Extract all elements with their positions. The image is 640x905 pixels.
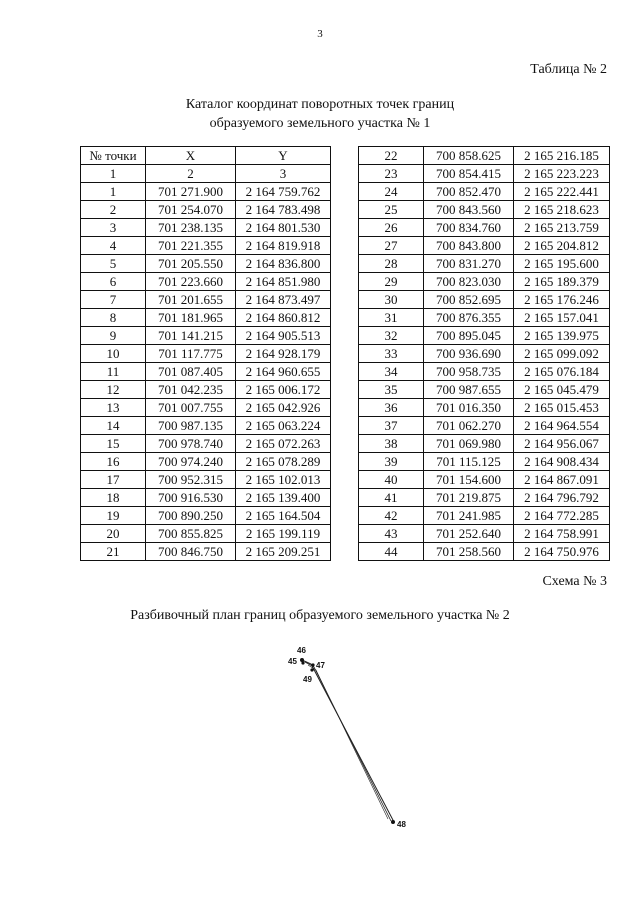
x-cell: 700 834.760 <box>424 219 514 237</box>
y-cell: 2 164 908.434 <box>514 453 610 471</box>
point-number-cell: 20 <box>81 525 146 543</box>
point-number-cell: 27 <box>359 237 424 255</box>
y-cell: 2 165 063.224 <box>236 417 331 435</box>
x-cell: 700 978.740 <box>146 435 236 453</box>
point-number-cell: 40 <box>359 471 424 489</box>
x-cell: 701 181.965 <box>146 309 236 327</box>
y-cell: 2 165 216.185 <box>514 147 610 165</box>
y-cell: 2 165 218.623 <box>514 201 610 219</box>
y-cell: 2 165 209.251 <box>236 543 331 561</box>
table-label: Таблица № 2 <box>530 62 607 77</box>
header-y: Y <box>236 147 331 165</box>
y-cell: 2 165 195.600 <box>514 255 610 273</box>
x-cell: 701 223.660 <box>146 273 236 291</box>
y-cell: 2 165 042.926 <box>236 399 331 417</box>
y-cell: 2 164 928.179 <box>236 345 331 363</box>
page-number: 3 <box>317 28 323 40</box>
y-cell: 2 165 157.041 <box>514 309 610 327</box>
x-cell: 701 087.405 <box>146 363 236 381</box>
x-cell: 701 154.600 <box>424 471 514 489</box>
x-cell: 701 069.980 <box>424 435 514 453</box>
x-cell: 701 042.235 <box>146 381 236 399</box>
y-cell: 2 164 801.530 <box>236 219 331 237</box>
x-cell: 701 221.355 <box>146 237 236 255</box>
y-cell: 2 164 873.497 <box>236 291 331 309</box>
y-cell: 2 164 772.285 <box>514 507 610 525</box>
y-cell: 2 165 076.184 <box>514 363 610 381</box>
x-cell: 701 271.900 <box>146 183 236 201</box>
point-number-cell: 24 <box>359 183 424 201</box>
column-number-3: 3 <box>236 165 331 183</box>
y-cell: 2 165 139.400 <box>236 489 331 507</box>
column-number-1: 1 <box>81 165 146 183</box>
x-cell: 700 890.250 <box>146 507 236 525</box>
y-cell: 2 165 176.246 <box>514 291 610 309</box>
point-number-cell: 31 <box>359 309 424 327</box>
point-number-cell: 12 <box>81 381 146 399</box>
x-cell: 701 238.135 <box>146 219 236 237</box>
y-cell: 2 165 006.172 <box>236 381 331 399</box>
point-number-cell: 16 <box>81 453 146 471</box>
y-cell: 2 164 867.091 <box>514 471 610 489</box>
point-number-cell: 13 <box>81 399 146 417</box>
y-cell: 2 165 072.263 <box>236 435 331 453</box>
point-number-cell: 30 <box>359 291 424 309</box>
point-number-cell: 2 <box>81 201 146 219</box>
y-cell: 2 165 189.379 <box>514 273 610 291</box>
y-cell: 2 165 099.092 <box>514 345 610 363</box>
plan-point-46 <box>300 658 304 662</box>
x-cell: 700 852.695 <box>424 291 514 309</box>
point-number-cell: 43 <box>359 525 424 543</box>
point-number-cell: 15 <box>81 435 146 453</box>
x-cell: 700 854.415 <box>424 165 514 183</box>
y-cell: 2 164 905.513 <box>236 327 331 345</box>
point-number-cell: 44 <box>359 543 424 561</box>
header-x: X <box>146 147 236 165</box>
y-cell: 2 164 836.800 <box>236 255 331 273</box>
point-number-cell: 32 <box>359 327 424 345</box>
y-cell: 2 165 015.453 <box>514 399 610 417</box>
point-number-cell: 26 <box>359 219 424 237</box>
x-cell: 701 258.560 <box>424 543 514 561</box>
plan-label-49: 49 <box>303 675 312 684</box>
header-point-number: № точки <box>81 147 146 165</box>
point-number-cell: 29 <box>359 273 424 291</box>
point-number-cell: 39 <box>359 453 424 471</box>
x-cell: 700 852.470 <box>424 183 514 201</box>
point-number-cell: 25 <box>359 201 424 219</box>
y-cell: 2 164 860.812 <box>236 309 331 327</box>
y-cell: 2 165 223.223 <box>514 165 610 183</box>
x-cell: 701 201.655 <box>146 291 236 309</box>
point-number-cell: 10 <box>81 345 146 363</box>
x-cell: 700 987.655 <box>424 381 514 399</box>
x-cell: 701 117.775 <box>146 345 236 363</box>
point-number-cell: 41 <box>359 489 424 507</box>
x-cell: 700 987.135 <box>146 417 236 435</box>
x-cell: 701 241.985 <box>424 507 514 525</box>
x-cell: 700 958.735 <box>424 363 514 381</box>
x-cell: 700 843.560 <box>424 201 514 219</box>
plan-label-46: 46 <box>297 646 306 655</box>
plan-boundary <box>302 660 394 822</box>
x-cell: 701 016.350 <box>424 399 514 417</box>
y-cell: 2 164 783.498 <box>236 201 331 219</box>
point-number-cell: 42 <box>359 507 424 525</box>
x-cell: 701 252.640 <box>424 525 514 543</box>
x-cell: 701 115.125 <box>424 453 514 471</box>
point-number-cell: 6 <box>81 273 146 291</box>
point-number-cell: 17 <box>81 471 146 489</box>
plan-label-45: 45 <box>288 657 297 666</box>
x-cell: 701 219.875 <box>424 489 514 507</box>
y-cell: 2 164 964.554 <box>514 417 610 435</box>
x-cell: 700 858.625 <box>424 147 514 165</box>
y-cell: 2 165 139.975 <box>514 327 610 345</box>
x-cell: 701 062.270 <box>424 417 514 435</box>
y-cell: 2 165 204.812 <box>514 237 610 255</box>
point-number-cell: 36 <box>359 399 424 417</box>
catalog-title-line-1: Каталог координат поворотных точек границ <box>185 97 455 112</box>
plan-point-48 <box>391 820 395 824</box>
point-number-cell: 33 <box>359 345 424 363</box>
y-cell: 2 164 819.918 <box>236 237 331 255</box>
y-cell: 2 165 102.013 <box>236 471 331 489</box>
y-cell: 2 165 222.441 <box>514 183 610 201</box>
y-cell: 2 164 750.976 <box>514 543 610 561</box>
y-cell: 2 165 045.479 <box>514 381 610 399</box>
x-cell: 700 876.355 <box>424 309 514 327</box>
x-cell: 701 254.070 <box>146 201 236 219</box>
point-number-cell: 35 <box>359 381 424 399</box>
plan-point-49 <box>310 668 313 671</box>
point-number-cell: 28 <box>359 255 424 273</box>
y-cell: 2 164 960.655 <box>236 363 331 381</box>
x-cell: 701 007.755 <box>146 399 236 417</box>
x-cell: 700 831.270 <box>424 255 514 273</box>
point-number-cell: 18 <box>81 489 146 507</box>
plan-title: Разбивочный план границ образуемого земельного участка № 2 <box>130 608 510 623</box>
x-cell: 700 916.530 <box>146 489 236 507</box>
y-cell: 2 164 759.762 <box>236 183 331 201</box>
y-cell: 2 165 199.119 <box>236 525 331 543</box>
y-cell: 2 164 796.792 <box>514 489 610 507</box>
point-number-cell: 4 <box>81 237 146 255</box>
x-cell: 700 936.690 <box>424 345 514 363</box>
y-cell: 2 164 851.980 <box>236 273 331 291</box>
y-cell: 2 165 164.504 <box>236 507 331 525</box>
plan-label-47: 47 <box>316 661 325 670</box>
y-cell: 2 164 758.991 <box>514 525 610 543</box>
point-number-cell: 23 <box>359 165 424 183</box>
y-cell: 2 165 078.289 <box>236 453 331 471</box>
point-number-cell: 9 <box>81 327 146 345</box>
plan-point-47 <box>311 663 314 666</box>
point-number-cell: 34 <box>359 363 424 381</box>
x-cell: 700 895.045 <box>424 327 514 345</box>
x-cell: 700 855.825 <box>146 525 236 543</box>
catalog-title-line-2: образуемого земельного участка № 1 <box>209 116 431 131</box>
point-number-cell: 14 <box>81 417 146 435</box>
x-cell: 700 823.030 <box>424 273 514 291</box>
point-number-cell: 1 <box>81 183 146 201</box>
x-cell: 700 974.240 <box>146 453 236 471</box>
plan-label-48: 48 <box>397 820 406 829</box>
point-number-cell: 19 <box>81 507 146 525</box>
point-number-cell: 11 <box>81 363 146 381</box>
point-number-cell: 7 <box>81 291 146 309</box>
column-number-2: 2 <box>146 165 236 183</box>
point-number-cell: 3 <box>81 219 146 237</box>
x-cell: 700 846.750 <box>146 543 236 561</box>
point-number-cell: 37 <box>359 417 424 435</box>
x-cell: 701 205.550 <box>146 255 236 273</box>
y-cell: 2 165 213.759 <box>514 219 610 237</box>
x-cell: 700 952.315 <box>146 471 236 489</box>
scheme-label: Схема № 3 <box>542 574 607 589</box>
x-cell: 700 843.800 <box>424 237 514 255</box>
point-number-cell: 5 <box>81 255 146 273</box>
point-number-cell: 21 <box>81 543 146 561</box>
x-cell: 701 141.215 <box>146 327 236 345</box>
point-number-cell: 22 <box>359 147 424 165</box>
plan-point-45 <box>301 661 304 664</box>
point-number-cell: 38 <box>359 435 424 453</box>
y-cell: 2 164 956.067 <box>514 435 610 453</box>
point-number-cell: 8 <box>81 309 146 327</box>
